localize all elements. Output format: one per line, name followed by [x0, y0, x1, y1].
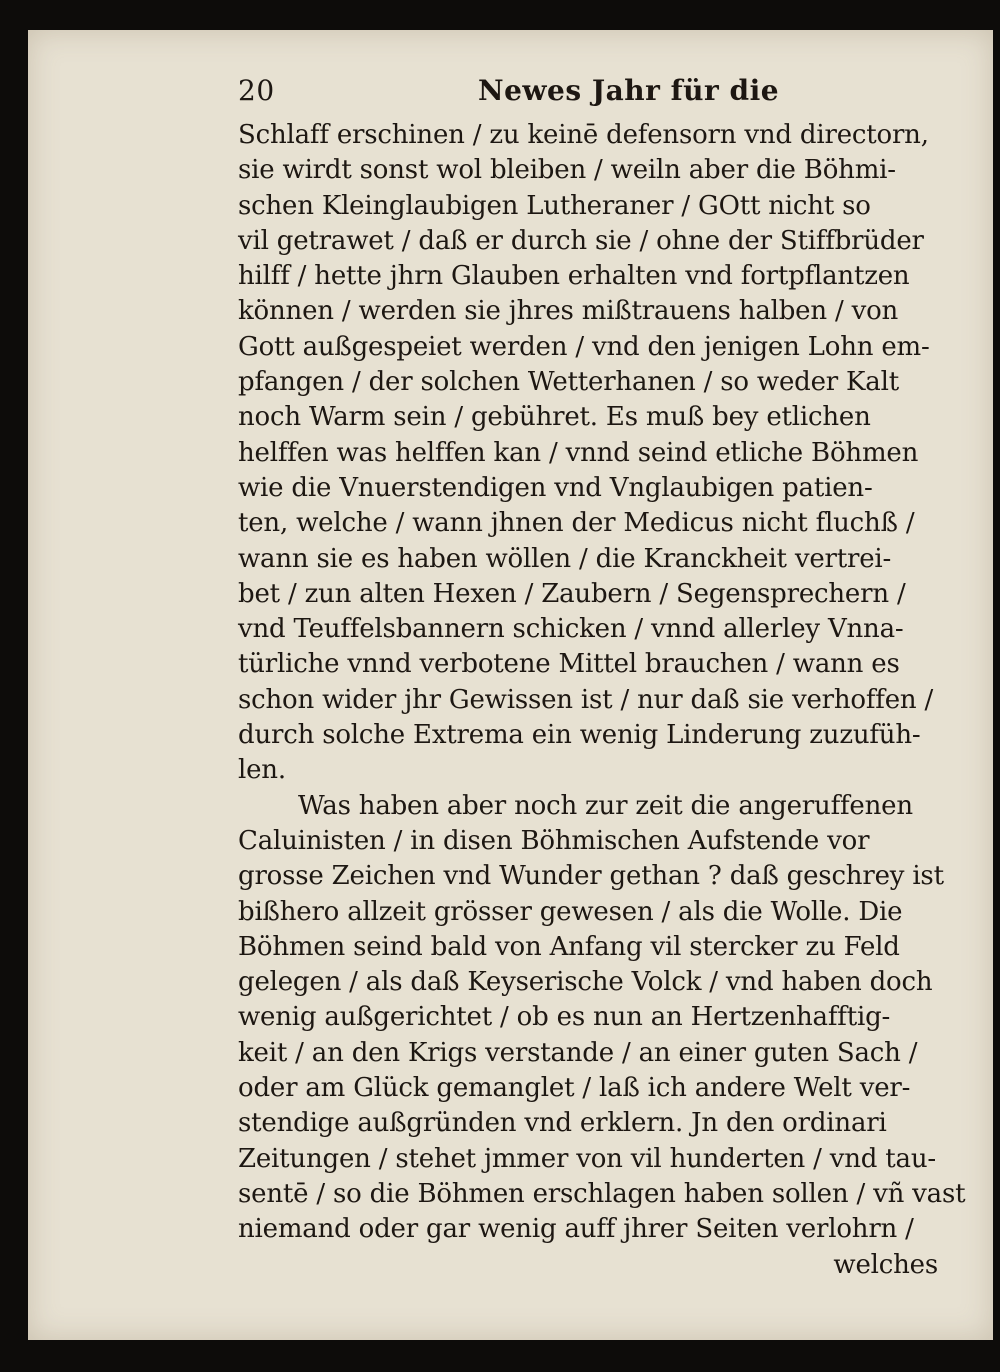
- text-line: len.: [238, 755, 286, 786]
- text-line: schen Kleinglaubigen Lutheraner / GOtt nicht so: [238, 190, 871, 221]
- document-page: [28, 30, 993, 1340]
- text-line: Schlaff erschinen / zu keinē defensorn vnd directorn,: [238, 120, 929, 150]
- text-line: wie die Vnuerstendigen vnd Vnglaubigen patien-: [238, 472, 873, 503]
- text-line: ten, welche / wann jhnen der Medicus nicht fluchß /: [238, 508, 915, 539]
- text-block: [238, 68, 966, 1283]
- text-line: pfangen / der solchen Wetterhanen / so weder Kalt: [238, 367, 899, 398]
- text-line: sie wirdt sonst wol bleiben / weiln aber die Böhmi-: [238, 155, 896, 186]
- text-line: können / werden sie jhres mißtrauens halben / von: [238, 296, 899, 327]
- text-line: oder am Glück gemanglet / laß ich andere Welt ver-: [238, 1073, 911, 1104]
- text-line: Böhmen seind bald von Anfang vil stercker zu Feld: [238, 931, 900, 962]
- text-line: noch Warm sein / gebühret. Es muß bey etlichen: [238, 402, 871, 433]
- text-line: Was haben aber noch zur zeit die angeruffenen: [298, 790, 913, 821]
- text-line: stendige außgründen vnd erklern. Jn den ordinari: [238, 1108, 887, 1139]
- page-number: 20: [238, 74, 275, 107]
- catchword: welches: [833, 1249, 938, 1280]
- page-header: [238, 68, 938, 118]
- text-line: bißhero allzeit grösser gewesen / als die Wolle. Die: [238, 896, 903, 927]
- text-line: durch solche Extrema ein wenig Linderung zuzufüh-: [238, 720, 921, 751]
- text-line: gelegen / als daß Keyserische Volck / vnd haben doch: [238, 967, 933, 998]
- text-line: hilff / hette jhrn Glauben erhalten vnd fortpflantzen: [238, 261, 910, 292]
- text-line: Zeitungen / stehet jmmer von vil hunderten / vnd tau-: [238, 1143, 936, 1174]
- text-line: Caluinisten / in disen Böhmischen Aufstende vor: [238, 825, 870, 856]
- text-line: keit / an den Krigs verstande / an einer guten Sach /: [238, 1037, 918, 1068]
- running-title: Newes Jahr für die: [478, 74, 780, 107]
- text-line: grosse Zeichen vnd Wunder gethan ? daß geschrey ist: [238, 861, 944, 892]
- text-line: wann sie es haben wöllen / die Kranckheit vertrei-: [238, 543, 892, 574]
- text-line: helffen was helffen kan / vnnd seind etliche Böhmen: [238, 437, 919, 468]
- text-line: schon wider jhr Gewissen ist / nur daß sie verhoffen /: [238, 684, 934, 715]
- text-line: sentē / so die Böhmen erschlagen haben sollen / vñ vast: [238, 1178, 966, 1209]
- text-line: vil getrawet / daß er durch sie / ohne der Stiffbrüder: [238, 225, 924, 256]
- text-line: niemand oder gar wenig auff jhrer Seiten verlohrn /: [238, 1214, 914, 1245]
- text-line: türliche vnnd verbotene Mittel brauchen / wann es: [238, 649, 900, 680]
- body-text: [238, 118, 966, 1283]
- text-line: vnd Teuffelsbannern schicken / vnnd allerley Vnna-: [238, 614, 904, 645]
- text-line: bet / zun alten Hexen / Zaubern / Segensprechern /: [238, 578, 906, 609]
- text-line: Gott außgespeiet werden / vnd den jenigen Lohn em-: [238, 331, 930, 362]
- text-line: wenig außgerichtet / ob es nun an Hertzenhafftig-: [238, 1002, 891, 1033]
